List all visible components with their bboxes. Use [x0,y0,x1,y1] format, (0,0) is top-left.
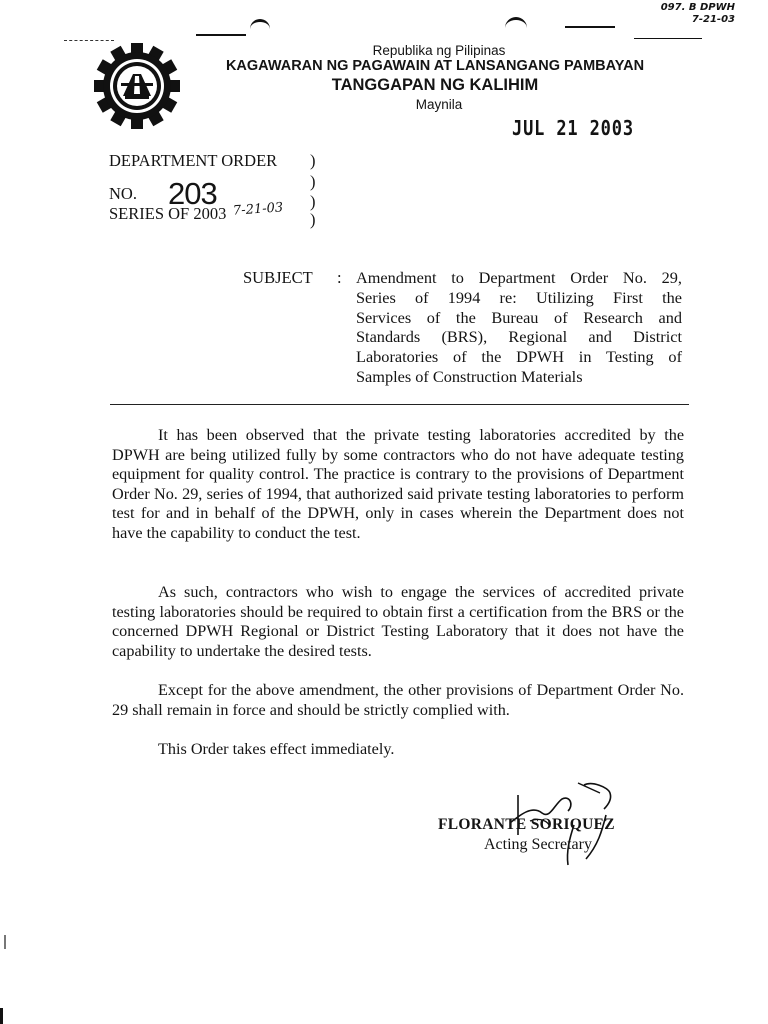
scan-mark [0,1008,3,1024]
body-paragraph: This Order takes effect immediately. [158,740,395,758]
order-no-label: NO. [109,184,137,203]
body-paragraph: It has been observed that the private testing laboratories accredited by the DPWH are being utilized fully by some contractors who do not have adequate testing equipment for quality control. The practice is contrary to the provisions of Department Order No. 29, series of 1994, that authorized said private testing laboratories to perform test for and in behalf of the DPWH, only in cases wherein the Department does not have the capability to conduct the test. [112,426,684,542]
scan-mark [64,40,114,41]
republic-heading: Republika ng Pilipinas [372,43,506,58]
subject-line: Laboratories of the DPWH in Testing of [356,347,682,367]
subject-line: Samples of Construction Materials [356,366,583,386]
subject-line: Services of the Bureau of Research and [356,307,682,327]
signatory-title: Acting Secretary [484,836,592,853]
scan-mark [4,935,6,949]
subject-colon: : [337,268,342,287]
scan-mark [505,17,527,32]
subject-divider [110,404,689,405]
handwritten-order-date: 7-21-03 [232,200,284,219]
subject-label: SUBJECT [243,268,313,287]
bracket-mark: ) [310,192,316,211]
subject-line: Series of 1994 re: Utilizing First the [356,287,682,307]
office-heading: TANGGAPAN NG KALIHIM [331,76,539,94]
handwritten-receipt-note [645,2,735,26]
received-date-stamp: JUL 21 2003 [512,116,634,140]
body-paragraph: Except for the above amendment, the other provisions of Department Order No. 29 shall remain in force and should be strictly complied with. [112,681,684,719]
scan-mark [196,34,246,36]
bracket-mark: ) [310,172,316,191]
bracket-mark: ) [310,151,316,170]
scan-mark [634,38,702,39]
department-heading: KAGAWARAN NG PAGAWAIN AT LANSANGANG PAMBAYAN [225,58,645,74]
handwritten-note-line: 097. B DPWH [660,2,735,13]
body-paragraph: As such, contractors who wish to engage the services of accredited private testing laboratories should be required to obtain first a certification from the BRS or the concerned DPWH Regional or District Testing Laboratory that it does not have the capability to undertake the desired tests. [112,583,684,660]
order-label: DEPARTMENT ORDER [109,151,278,170]
handwritten-note-line: 7-21-03 [691,14,735,25]
subject-text [356,268,682,387]
order-series: SERIES OF 2003 [109,204,227,223]
city-heading: Maynila [415,97,463,112]
subject-line: Amendment to Department Order No. 29, [356,268,682,287]
scan-mark [565,26,615,28]
subject-line: Standards (BRS), Regional and District [356,327,682,347]
signatory-name: FLORANTE SORIQUEZ [438,816,615,833]
order-number: 203 [168,176,217,211]
scan-mark [250,19,270,34]
bracket-mark: ) [310,210,316,229]
